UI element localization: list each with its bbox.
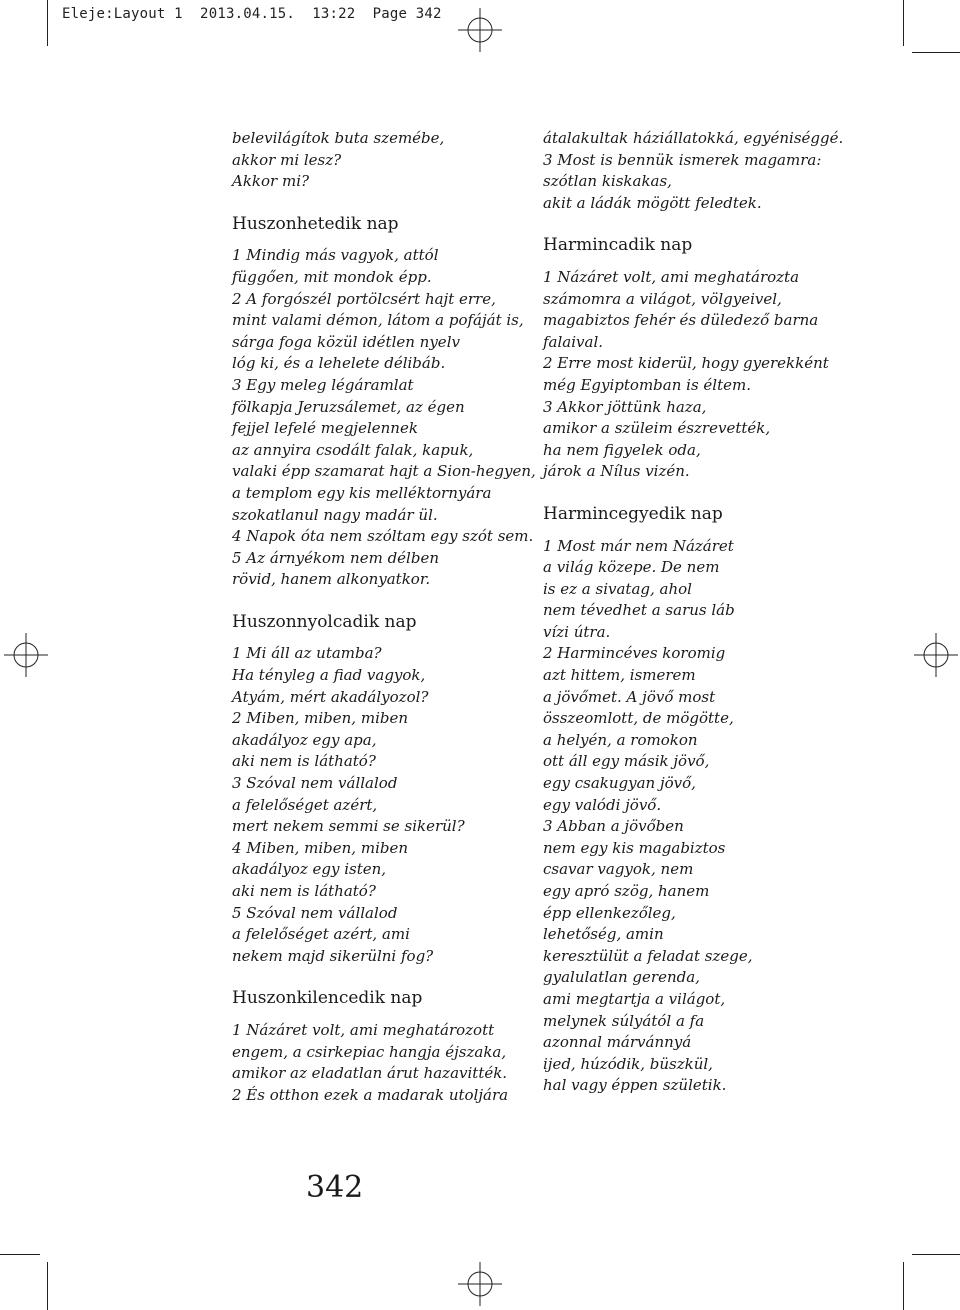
text-line: ami megtartja a világot, xyxy=(543,989,726,1008)
crop-mark-bottom-left-vertical xyxy=(47,1262,48,1310)
text-line: összeomlott, de mögötte, xyxy=(543,709,734,728)
text-line: akkor mi lesz? xyxy=(232,150,342,169)
text-line: a felelőséget azért, ami xyxy=(232,925,410,944)
right-text-column xyxy=(543,128,843,1097)
registration-mark-bottom-icon xyxy=(458,1262,502,1306)
text-line: a templom egy kis melléktornyára xyxy=(232,483,492,502)
text-line: akadályoz egy isten, xyxy=(232,860,387,879)
text-line: nem tévedhet a sarus láb xyxy=(543,601,735,620)
text-line: 3 Akkor jöttünk haza, xyxy=(543,397,707,416)
crop-mark-top-left-vertical xyxy=(47,0,48,46)
text-line: is ez a sivatag, ahol xyxy=(543,579,692,598)
text-line: még Egyiptomban is éltem. xyxy=(543,375,751,394)
text-line: lóg ki, és a lehelete délibáb. xyxy=(232,354,446,373)
text-line: 2 Miben, miben, miben xyxy=(232,709,409,728)
text-line: 3 Most is bennük ismerek magamra: xyxy=(543,150,822,169)
text-line: függően, mit mondok épp. xyxy=(232,267,432,286)
text-line: ijed, húzódik, büszkül, xyxy=(543,1054,713,1073)
crop-mark-top-right-vertical xyxy=(903,0,904,46)
text-line: 5 Szóval nem vállalod xyxy=(232,903,398,922)
section-heading: Huszonkilencedik nap xyxy=(232,988,423,1009)
text-line: amikor a szüleim észrevették, xyxy=(543,419,771,438)
text-line: ha nem figyelek oda, xyxy=(543,440,701,459)
text-line: Akkor mi? xyxy=(232,172,310,191)
registration-mark-right-icon xyxy=(914,633,958,677)
text-line: 5 Az árnyékom nem délben xyxy=(232,548,439,567)
section-heading: Huszonhetedik nap xyxy=(232,213,399,234)
text-line: 1 Mi áll az utamba? xyxy=(232,644,382,663)
text-line: magabiztos fehér és düledező barna xyxy=(543,311,819,330)
registration-mark-left-icon xyxy=(4,633,48,677)
text-line: 2 Erre most kiderül, hogy gyerekként xyxy=(543,354,829,373)
text-line: 1 Názáret volt, ami meghatározott xyxy=(232,1020,495,1039)
text-line: fölkapja Jeruzsálemet, az égen xyxy=(232,397,465,416)
text-line: mint valami démon, látom a pofáját is, xyxy=(232,311,524,330)
text-line: keresztülüt a feladat szege, xyxy=(543,946,753,965)
text-line: 1 Most már nem Názáret xyxy=(543,536,734,555)
left-text-column xyxy=(232,128,542,1106)
text-line: nem egy kis magabiztos xyxy=(543,838,726,857)
text-line: falaival. xyxy=(543,332,604,351)
text-line: átalakultak háziállatokká, egyéniséggé. xyxy=(543,129,844,147)
text-line: szokatlanul nagy madár ül. xyxy=(232,505,438,524)
text-line: a világ közepe. De nem xyxy=(543,558,720,577)
text-line: ott áll egy másik jövő, xyxy=(543,752,710,771)
section-heading: Harmincegyedik nap xyxy=(543,503,723,524)
text-line: 1 Názáret volt, ami meghatározta xyxy=(543,267,800,286)
text-line: aki nem is látható? xyxy=(232,752,376,771)
text-line: nekem majd sikerülni fog? xyxy=(232,946,434,965)
registration-mark-top-icon xyxy=(458,8,502,52)
text-line: vízi útra. xyxy=(543,622,611,641)
text-line: akadályoz egy apa, xyxy=(232,730,377,749)
text-line: fejjel lefelé megjelennek xyxy=(232,419,418,438)
text-line: Ha tényleg a fiad vagyok, xyxy=(232,666,426,685)
text-line: engem, a csirkepiac hangja éjszaka, xyxy=(232,1042,507,1061)
text-line: lehetőség, amin xyxy=(543,925,664,944)
section-heading: Harmincadik nap xyxy=(543,235,693,256)
text-line: rövid, hanem alkonyatkor. xyxy=(232,570,431,589)
text-line: számomra a világot, völgyeivel, xyxy=(543,289,782,308)
text-line: akit a ládák mögött feledtek. xyxy=(543,193,762,212)
text-line: 3 Abban a jövőben xyxy=(543,817,684,836)
text-line: 4 Miben, miben, miben xyxy=(232,838,409,857)
text-line: valaki épp szamarat hajt a Sion-hegyen, xyxy=(232,462,536,481)
text-line: egy valódi jövő. xyxy=(543,795,662,814)
crop-mark-bottom-left-horizontal xyxy=(0,1254,40,1255)
text-line: 1 Mindig más vagyok, attól xyxy=(232,246,439,265)
text-line: Atyám, mért akadályozol? xyxy=(232,687,429,706)
text-line: csavar vagyok, nem xyxy=(543,860,694,879)
text-line: épp ellenkezőleg, xyxy=(543,903,676,922)
text-line: 4 Napok óta nem szóltam egy szót sem. xyxy=(232,527,534,546)
text-line: 3 Szóval nem vállalod xyxy=(232,774,398,793)
text-line: 2 A forgószél portölcsért hajt erre, xyxy=(232,289,496,308)
text-line: mert nekem semmi se sikerül? xyxy=(232,817,465,836)
text-line: a felelőséget azért, xyxy=(232,795,378,814)
text-line: szótlan kiskakas, xyxy=(543,172,672,191)
text-line: 3 Egy meleg légáramlat xyxy=(232,375,414,394)
crop-mark-bottom-right-horizontal xyxy=(912,1254,960,1255)
text-line: az annyira csodált falak, kapuk, xyxy=(232,440,474,459)
text-line: 2 És otthon ezek a madarak utoljára xyxy=(232,1085,509,1104)
text-line: hal vagy éppen születik. xyxy=(543,1076,727,1095)
text-line: azt hittem, ismerem xyxy=(543,666,696,685)
text-line: 2 Harmincéves koromig xyxy=(543,644,726,663)
crop-mark-bottom-right-vertical xyxy=(903,1262,904,1310)
text-line: a helyén, a romokon xyxy=(543,730,698,749)
section-heading: Huszonnyolcadik nap xyxy=(232,611,417,632)
page-number: 342 xyxy=(306,1170,364,1205)
text-line: amikor az eladatlan árut hazavitték. xyxy=(232,1064,508,1083)
text-line: egy apró szög, hanem xyxy=(543,882,710,900)
text-line: sárga foga közül idétlen nyelv xyxy=(232,332,460,351)
text-line: a jövőmet. A jövő most xyxy=(543,687,716,706)
slug-line: Eleje:Layout 1 2013.04.15. 13:22 Page 342 xyxy=(62,6,442,22)
text-line: aki nem is látható? xyxy=(232,882,376,900)
text-line: belevilágítok buta szemébe, xyxy=(232,129,445,147)
text-line: melynek súlyától a fa xyxy=(543,1011,705,1030)
text-line: gyalulatlan gerenda, xyxy=(543,968,700,987)
text-line: azonnal márvánnyá xyxy=(543,1033,692,1052)
text-line: járok a Nílus vizén. xyxy=(543,462,690,481)
crop-mark-top-right-horizontal xyxy=(912,52,960,53)
text-line: egy csakugyan jövő, xyxy=(543,774,696,793)
